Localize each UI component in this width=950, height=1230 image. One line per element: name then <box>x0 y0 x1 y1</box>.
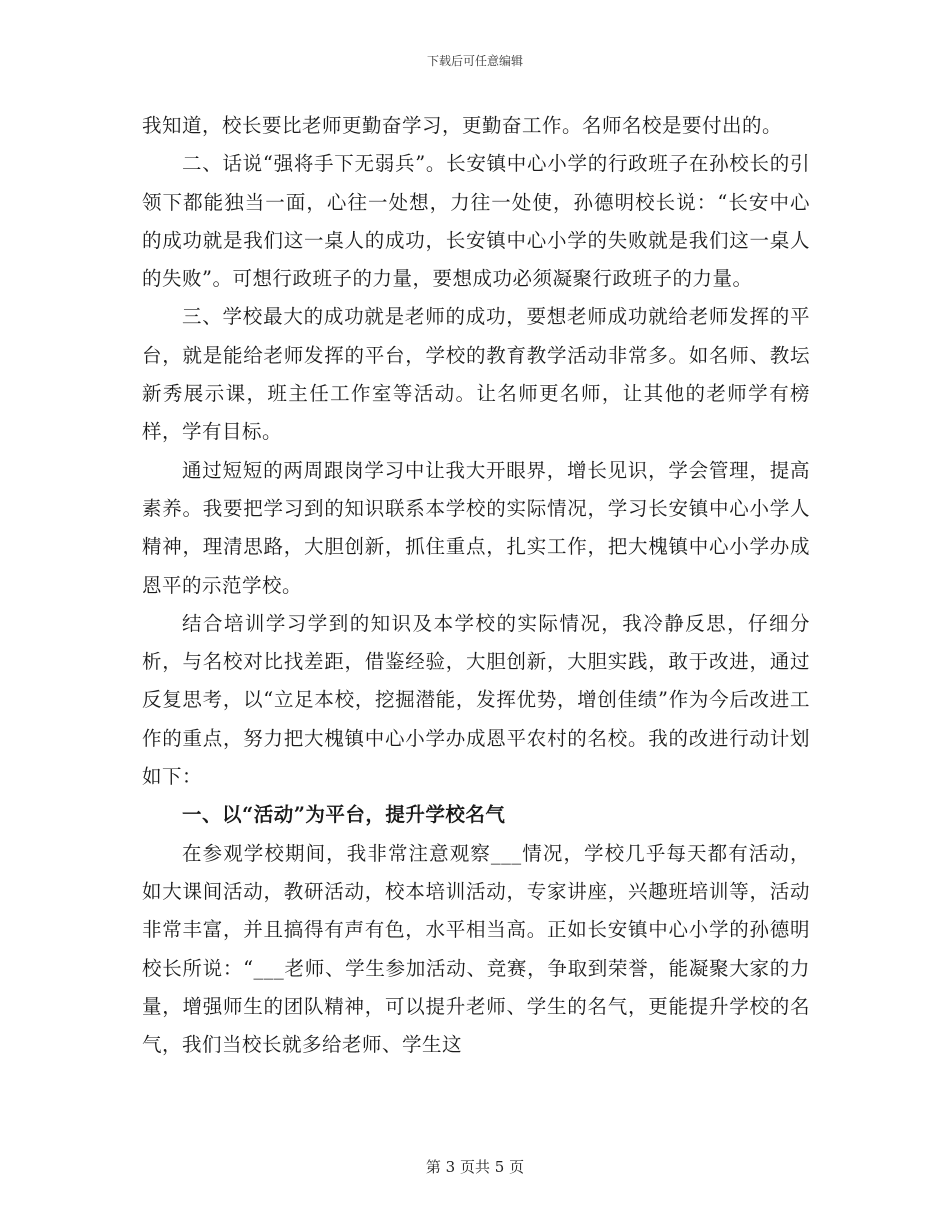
paragraph-improvement-plan: 结合培训学习学到的知识及本学校的实际情况，我冷静反思，仔细分析，与名校对比找差距，借鉴经验，大胆创新，大胆实践，敢于改进，通过反复思考，以“立足本校，挖掘潜能，发挥优势，增创佳绩”作为今后改进工作的重点，努力把大槐镇中心小学办成恩平农村的名校。我的改进行动计划如下： <box>142 611 810 789</box>
paragraph-continuation: 我知道，校长要比老师更勤奋学习，更勤奋工作。名师名校是要付出的。 <box>142 114 783 137</box>
paragraph-section-two: 二、话说“强将手下无弱兵”。长安镇中心小学的行政班子在孙校长的引领下都能独当一面，心往一处想，力往一处使，孙德明校长说：“长安中心的成功就是我们这一桌人的成功，长安镇中心小学的失败就是我们这一桌人的失败”。可想行政班子的力量，要想成功必须凝聚行政班子的力量。 <box>142 152 810 291</box>
page-header: 下载后可任意编辑 <box>426 54 523 68</box>
paragraph-activity-observation: 在参观学校期间，我非常注意观察___情况，学校几乎每天都有活动，如大课间活动，教研活动，校本培训活动，专家讲座，兴趣班培训等，活动非常丰富，并且搞得有声有色，水平相当高。正如长安镇中心小学的孙德明校长所说：“___老师、学生参加活动、竞赛，争取到荣誉，能凝聚大家的力量，增强师生的团队精神，可以提升老师、学生的名气，更能提升学校的名气，我们当校长就多给老师、学生这 <box>142 841 810 1057</box>
paragraph-section-three: 三、学校最大的成功就是老师的成功，要想老师成功就给老师发挥的平台，就是能给老师发挥的平台，学校的教育教学活动非常多。如名师、教坛新秀展示课，班主任工作室等活动。让名师更名师，让其他的老师学有榜样，学有目标。 <box>142 305 810 444</box>
paragraph-study-reflection: 通过短短的两周跟岗学习中让我大开眼界，增长见识，学会管理，提高素养。我要把学习到的知识联系本学校的实际情况，学习长安镇中心小学人精神，理清思路，大胆创新，抓住重点，扎实工作，把大槐镇中心小学办成恩平的示范学校。 <box>142 458 810 597</box>
document-body <box>142 107 810 1064</box>
section-heading-activity-platform: 一、以“活动”为平台，提升学校名气 <box>182 803 506 827</box>
page-footer-page-number: 第 3 页共 5 页 <box>425 1158 525 1176</box>
